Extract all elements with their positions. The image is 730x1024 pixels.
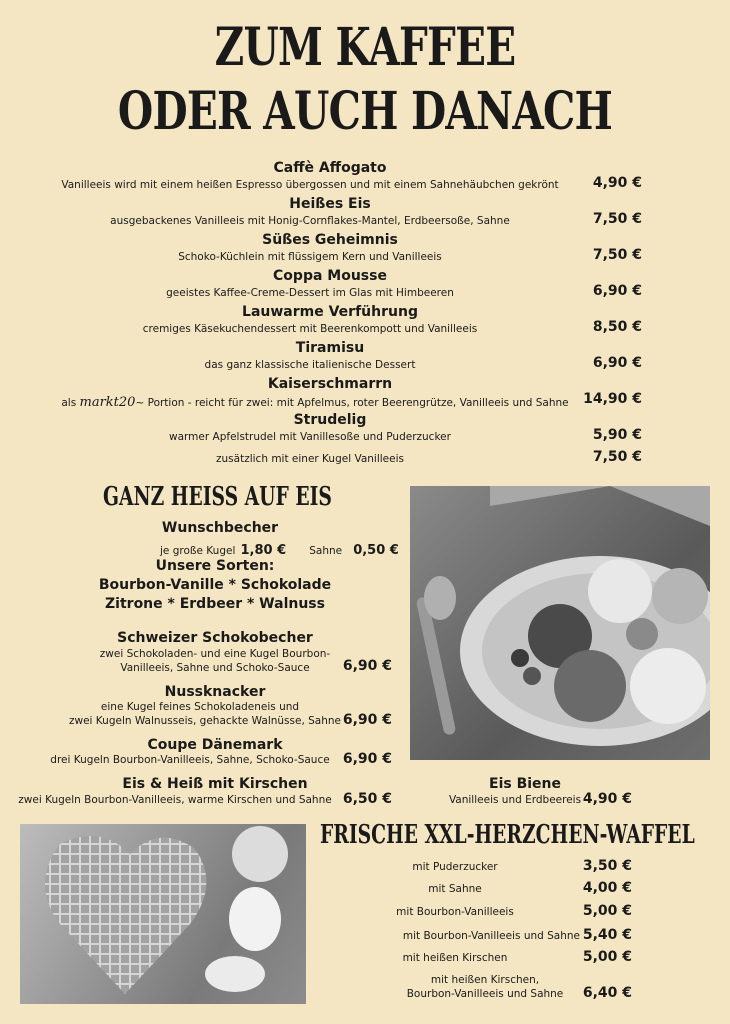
waffel-desc: mit Puderzucker: [412, 861, 498, 873]
sorten-line-2: Zitrone * Erdbeer * Walnuss: [105, 596, 325, 612]
item-desc: zwei Kugeln Bourbon-Vanilleeis, warme Kirschen und Sahne: [18, 794, 332, 806]
item-desc: ausgebackenes Vanilleeis mit Honig-Cornflakes-Mantel, Erdbeersoße, Sahne: [110, 215, 510, 227]
waffle-photo: [20, 824, 306, 1004]
waffel-price: 5,40 €: [582, 927, 632, 943]
item-price: 6,90 €: [592, 355, 642, 371]
item-desc: Schoko-Küchlein mit flüssigem Kern und Vanilleeis: [178, 251, 442, 263]
wunschbecher-name: Wunschbecher: [161, 520, 279, 536]
waffel-desc: mit Sahne: [428, 883, 482, 895]
item-name: Caffè Affogato: [273, 160, 387, 176]
item-extra-price: 7,50 €: [592, 449, 642, 465]
item-price: 14,90 €: [583, 391, 642, 407]
eis-biene-name: Eis Biene: [489, 776, 561, 792]
item-price: 6,50 €: [342, 791, 392, 807]
waffel-price: 4,00 €: [582, 880, 632, 896]
item-name: Coupe Dänemark: [147, 737, 283, 753]
sahne-label: Sahne: [309, 545, 343, 557]
item-price: 7,50 €: [592, 211, 642, 227]
title-line-1: ZUM KAFFEE: [214, 17, 516, 78]
waffel-desc: mit Bourbon-Vanilleeis: [396, 906, 514, 918]
kaiserschmarrn-desc: [60, 395, 570, 410]
item-name: Eis & Heiß mit Kirschen: [122, 776, 308, 792]
item-name: Lauwarme Verführung: [242, 304, 418, 320]
item-name: Strudelig: [293, 412, 367, 428]
eis-biene-desc: Vanilleeis und Erdbeereis: [448, 794, 582, 806]
item-price: 8,50 €: [592, 319, 642, 335]
waffel-price: 3,50 €: [582, 858, 632, 874]
item-desc: Vanilleeis wird mit einem heißen Espresso übergossen und mit einem Sahnehäubchen gekrönt: [61, 179, 559, 191]
waffel-price: 5,00 €: [582, 949, 632, 965]
item-desc: zwei Kugeln Walnusseis, gehackte Walnüsse, Sahne: [68, 715, 341, 727]
kugel-label: je große Kugel: [160, 545, 236, 557]
waffel-desc: mit heißen Kirschen: [402, 952, 508, 964]
item-desc: zwei Schokoladen- und eine Kugel Bourbon-: [99, 648, 331, 660]
item-name: Schweizer Schokobecher: [117, 630, 313, 646]
item-price: 6,90 €: [592, 283, 642, 299]
item-name: Kaiserschmarrn: [267, 376, 393, 392]
sahne-price: 0,50 €: [353, 543, 399, 558]
item-price: 5,90 €: [592, 427, 642, 443]
eis-biene-price: 4,90 €: [582, 791, 632, 807]
item-price: 6,90 €: [342, 712, 392, 728]
item-desc: warmer Apfelstrudel mit Vanillesoße und Puderzucker: [169, 431, 451, 443]
waffel-desc: Bourbon-Vanilleeis und Sahne: [406, 988, 564, 1000]
item-name: Tiramisu: [295, 340, 365, 356]
item-extra-desc: zusätzlich mit einer Kugel Vanilleeis: [216, 453, 404, 465]
markt20-logo: markt20: [79, 395, 136, 410]
logo-dash: ~: [135, 397, 145, 409]
section-title-waffel: FRISCHE XXL-HERZCHEN-WAFFEL: [320, 820, 695, 850]
waffel-price: 5,00 €: [582, 903, 632, 919]
sorten-line-1: Bourbon-Vanille * Schokolade: [98, 577, 332, 593]
item-name: Süßes Geheimnis: [262, 232, 398, 248]
waffel-price: 6,40 €: [582, 985, 632, 1001]
waffel-desc: mit heißen Kirschen,: [430, 974, 540, 986]
item-desc: cremiges Käsekuchendessert mit Beerenkompott und Vanilleeis: [142, 323, 478, 335]
item-desc: Portion - reicht für zwei: mit Apfelmus, roter Beerengrütze, Vanilleeis und Sahne: [147, 397, 569, 409]
waffel-desc: mit Bourbon-Vanilleeis und Sahne: [402, 930, 580, 942]
item-desc: drei Kugeln Bourbon-Vanilleeis, Sahne, Schoko-Sauce: [50, 754, 330, 766]
ice-cream-illustration: [410, 486, 710, 760]
waffle-illustration: [20, 824, 306, 1004]
item-price: 6,90 €: [342, 658, 392, 674]
item-price: 4,90 €: [592, 175, 642, 191]
item-price: 6,90 €: [342, 751, 392, 767]
item-desc: geeistes Kaffee-Creme-Dessert im Glas mit Himbeeren: [166, 287, 454, 299]
item-name: Heißes Eis: [289, 196, 371, 212]
item-desc: das ganz klassische italienische Dessert: [204, 359, 416, 371]
item-name: Coppa Mousse: [273, 268, 387, 284]
title-line-2: ODER AUCH DANACH: [117, 81, 613, 142]
kugel-price: 1,80 €: [240, 543, 287, 558]
item-desc: eine Kugel feines Schokoladeneis und: [100, 701, 300, 713]
wunschbecher-prices: [160, 539, 400, 558]
item-name: Nussknacker: [164, 684, 266, 700]
item-desc: Vanilleeis, Sahne und Schoko-Sauce: [120, 662, 310, 674]
ice-cream-photo: [410, 486, 710, 760]
desc-prefix: als: [61, 397, 77, 409]
item-price: 7,50 €: [592, 247, 642, 263]
section-title-eis: GANZ HEISS AUF EIS: [103, 482, 332, 512]
sorten-heading: Unsere Sorten:: [155, 558, 275, 574]
